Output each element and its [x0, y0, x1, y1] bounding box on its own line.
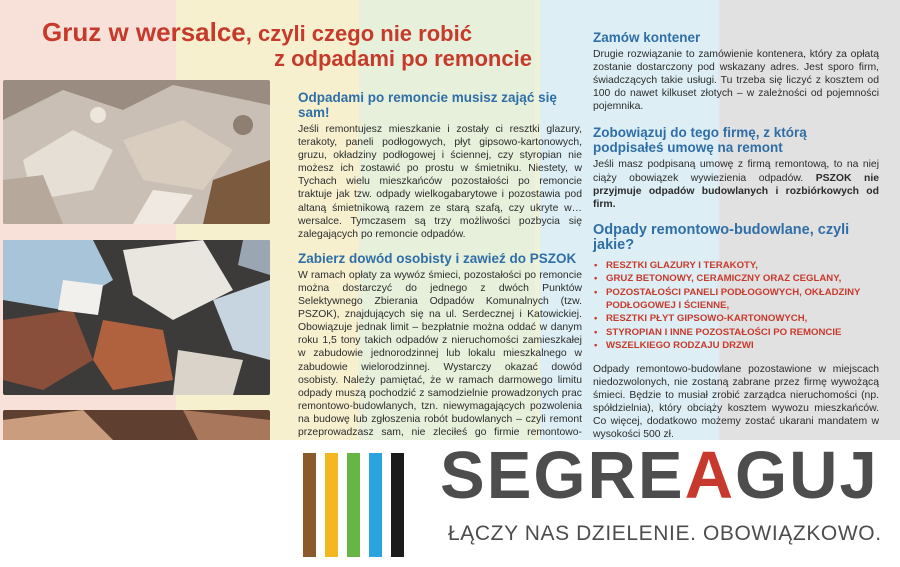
logo-text-start: SEGRE [440, 438, 685, 513]
section-heading: Odpadami po remoncie musisz zająć się sam! [298, 90, 557, 120]
section-text: W ramach opłaty za wywóz śmieci, pozostałości po remoncie można dostarczyć do jednego z dwóch Punktów Selektywnego Zbierania Odpadów Komunalnych (tzw. PSZOK), znajdujących się na ul. Serdecznej i Katowickiej. Obowiązuje jednak limit – bezpłatnie można oddać w danym roku 1,5 tony takich odpadów z nieruchomości zamieszkałej w zabudowie jednorodzinnej lub lokalu mieszkalnego w zabudowie wielorodzinnej. Wystarczy okazać dowód osobisty. Należy pamiętać, że w ramach darmowego limitu odpady muszą pochodzić z samodzielnie prowadzonych prac remontowo-budowlanych, tzn. niewymagających pozwolenia na budowę lub zgłoszenia robót budowlanych – czyli remont przeprowadzasz sam, nie zleciłeś go firmie remontowo- [298, 269, 582, 438]
title-sub: , czyli czego nie robić [245, 21, 472, 46]
slogan: ŁĄCZY NAS DZIELENIE. OBOWIĄZKOWO. [448, 522, 882, 545]
page-title [42, 18, 582, 71]
list-item: • GRUZ BETONOWY, CERAMICZNY ORAZ CEGLANY, [593, 272, 879, 285]
photo-rubble-2 [3, 240, 270, 395]
color-bar [369, 453, 382, 557]
color-bar [303, 453, 316, 557]
waste-list [593, 259, 879, 353]
article-column-right [593, 30, 879, 451]
rubble-image [3, 80, 270, 224]
section-heading: Zabierz dowód osobisty i zawieź do PSZOK [298, 250, 577, 266]
section-text: Drugie rozwiązanie to zamówienie kontenera, który za opłatą zostanie dostarczony pod wskazany adres. Jest sporo firm, świadczących takie usługi. Tu trzeba się liczyć z kosztem od 100 do nawet kilkuset złotych – w zależności od pojemności pojemnika. [593, 49, 879, 113]
color-bar [347, 453, 360, 557]
title-main: Gruz w wersalce [42, 17, 246, 47]
contract-text: Jeśli masz podpisaną umowę z firmą remontową, to na niej ciąży obowiązek wywiezienia odpadów. [593, 159, 879, 184]
list-item: • POZOSTAŁOŚCI PANELI PODŁOGOWYCH, OKŁADZINY PODŁOGOWEJ I ŚCIENNE, [593, 286, 879, 313]
section-heading: Zobowiązuj do tego firmę, z którą podpisałeś umowę na remont [593, 125, 807, 156]
section-text [593, 158, 879, 210]
logo-accent-letter: A [684, 438, 735, 513]
list-item: • WSZELKIEGO RODZAJU DRZWI [593, 339, 879, 352]
section-heading: Zamów kontener [593, 30, 701, 45]
list-item: • STYROPIAN I INNE POZOSTAŁOŚCI PO REMONCIE [593, 326, 879, 339]
logo-text-end: GUJ [734, 438, 879, 513]
color-bar [391, 453, 404, 557]
list-item: • RESZTKI PŁYT GIPSOWO-KARTONOWYCH, [593, 312, 879, 325]
color-bars [303, 453, 404, 557]
pszok-notice: PSZOK nie przyjmuje odpadów budowlanych i rozbiórkowych od firm. [593, 172, 879, 210]
section-heading: Odpady remontowo-budowlane, czyli jakie? [593, 221, 850, 253]
list-item: • RESZTKI GLAZURY I TERAKOTY, [593, 259, 879, 272]
section-text: Jeśli remontujesz mieszkanie i zostały ci resztki glazury, terakoty, paneli podłogowych, płyt gipsowo-kartonowych, gruzu, okładziny podłogowej i ściennej, czy styropian nie możesz ich zostawić po prostu w śmietniku. Niestety, w Tychach wielu mieszkańców pozostałości po remoncie traktuje jak tzw. odpady wielkogabarytowe i pozostawia pod altaną śmietnikową razem ze starą szafą, czy ukryte w… wersalce. Tymczasem są trzy możliwości pozbycia się zalegających po remoncie odpadów. [298, 124, 582, 240]
photo-rubble-1 [3, 80, 270, 224]
article-column-left [298, 90, 582, 462]
segregate-logo [440, 437, 879, 514]
section-text: Odpady remontowo-budowlane pozostawione w miejscach niedozwolonych, nie zostaną zabrane przez firmę wywożącą śmieci. Będzie to musiał zrobić zarządca nieruchomości (np. spółdzielnia), który obciąży kosztem wywozu mieszkańców. Co więcej, dodatkowo możemy zostać ukarani mandatem w wysokości 500 zł. [593, 363, 879, 441]
broken-tiles-image [3, 240, 270, 395]
color-bar [325, 453, 338, 557]
title-line2: z odpadami po remoncie [274, 45, 532, 71]
